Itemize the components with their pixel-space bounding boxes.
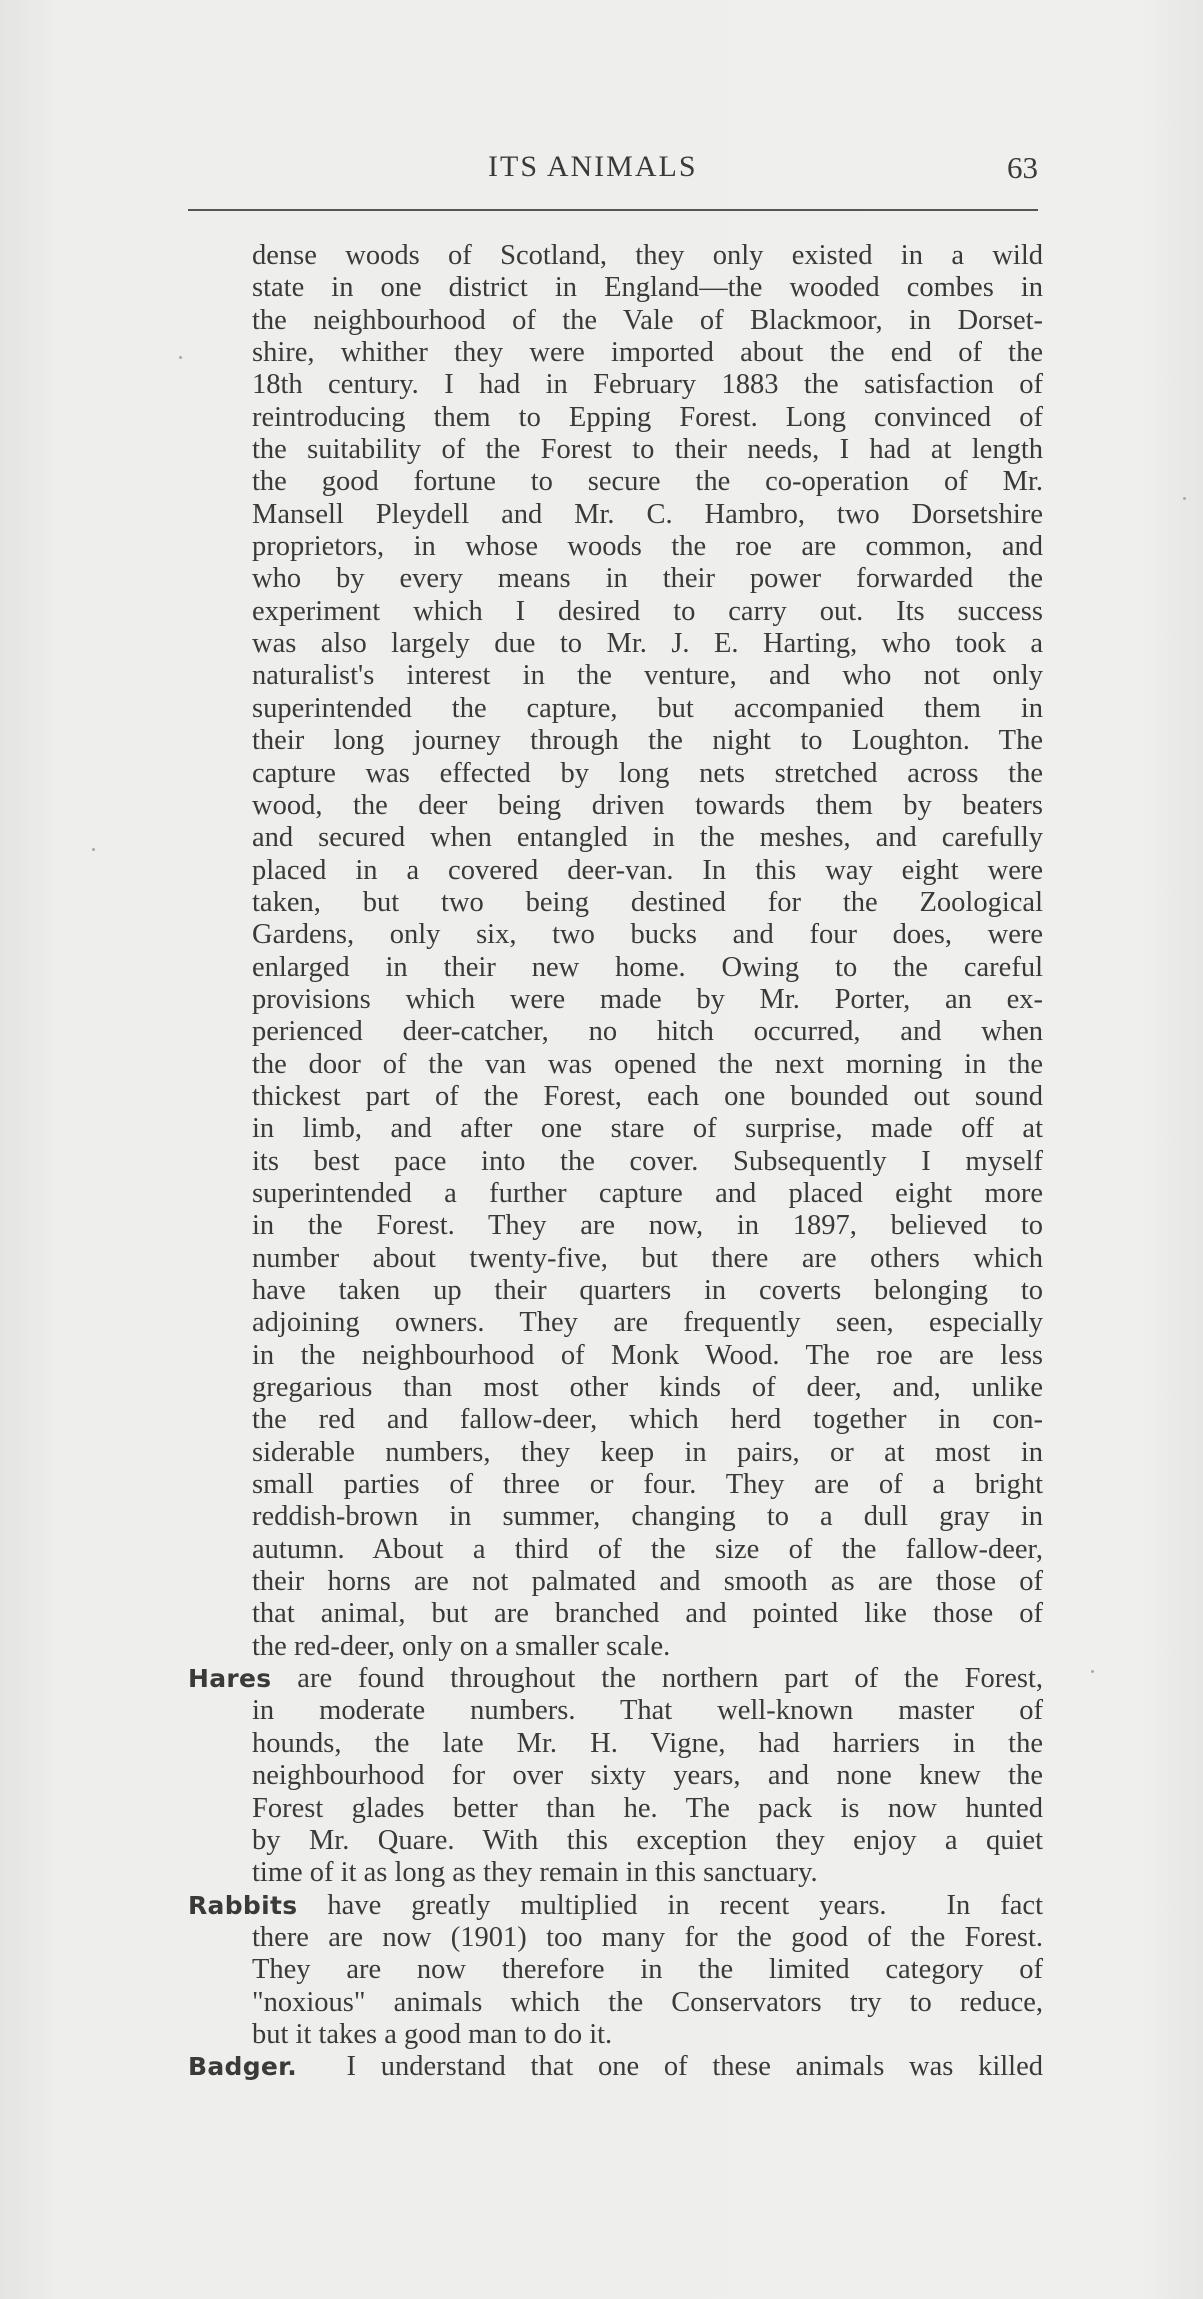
text-line: wood, the deer being driven towards them by beaters <box>252 789 1043 821</box>
text-line: the good fortune to secure the co-operation of Mr. <box>252 466 1043 498</box>
entry-text: have greatly multiplied in recent years. In fact <box>297 1889 1043 1921</box>
text-line: the neighbourhood of the Vale of Blackmoor, in Dorset- <box>252 304 1043 336</box>
entry-first-line <box>188 2051 1043 2083</box>
text-line: gregarious than most other kinds of deer, and, unlike <box>252 1372 1043 1404</box>
text-line: was also largely due to Mr. J. E. Harting, who took a <box>252 628 1043 660</box>
text-line: autumn. About a third of the size of the fallow-deer, <box>252 1533 1043 1565</box>
text-line: proprietors, in whose woods the roe are common, and <box>252 531 1043 563</box>
text-line: their long journey through the night to Loughton. The <box>252 725 1043 757</box>
text-line: placed in a covered deer-van. In this way eight were <box>252 854 1043 886</box>
text-line: number about twenty-five, but there are others which <box>252 1242 1043 1274</box>
text-line: provisions which were made by Mr. Porter, an ex- <box>252 983 1043 1015</box>
text-line: the red-deer, only on a smaller scale. <box>252 1630 671 1662</box>
text-line: but it takes a good man to do it. <box>252 2018 613 2050</box>
header-rule <box>188 209 1038 211</box>
text-line: capture was effected by long nets stretched across the <box>252 757 1043 789</box>
text-line: the red and fallow-deer, which herd together in con- <box>252 1404 1043 1436</box>
paper-speck <box>1091 1670 1094 1673</box>
entry-first-line <box>188 1663 1043 1695</box>
text-line: there are now (1901) too many for the good of the Forest. <box>252 1921 1043 1953</box>
page-number: 63 <box>1007 150 1038 185</box>
text-line: in the Forest. They are now, in 1897, believed to <box>252 1210 1043 1242</box>
text-line: reintroducing them to Epping Forest. Long convinced of <box>252 401 1043 433</box>
text-line: experiment which I desired to carry out. Its success <box>252 595 1043 627</box>
text-line: naturalist's interest in the venture, and who not only <box>252 660 1043 692</box>
roe-deer-paragraph <box>188 240 1043 1663</box>
running-head: ITS ANIMALS <box>488 150 698 183</box>
text-line: its best pace into the cover. Subsequently I myself <box>252 1145 1043 1177</box>
text-line: siderable numbers, they keep in pairs, or at most in <box>252 1436 1043 1468</box>
text-line: Mansell Pleydell and Mr. C. Hambro, two Dorsetshire <box>252 498 1043 530</box>
text-line: Forest glades better than he. The pack is now hunted <box>252 1792 1043 1824</box>
entry-hares <box>188 1663 1043 1889</box>
text-line: have taken up their quarters in coverts belonging to <box>252 1275 1043 1306</box>
entry-label: Hares <box>188 1664 272 1694</box>
text-line: Gardens, only six, two bucks and four does, were <box>252 919 1043 951</box>
text-line: taken, but two being destined for the Zoological <box>252 886 1043 918</box>
text-line: thickest part of the Forest, each one bounded out sound <box>252 1080 1043 1112</box>
text-line: neighbourhood for over sixty years, and none knew the <box>252 1760 1043 1792</box>
entry-text: I understand that one of these animals was killed <box>297 2051 1043 2083</box>
text-line: enlarged in their new home. Owing to the careful <box>252 951 1043 983</box>
text-line: adjoining owners. They are frequently seen, especially <box>252 1307 1043 1339</box>
page-header <box>188 150 1038 194</box>
text-line: the suitability of the Forest to their needs, I had at length <box>252 434 1043 466</box>
text-line: in limb, and after one stare of surprise, made off at <box>252 1113 1043 1145</box>
text-line: time of it as long as they remain in this sanctuary. <box>252 1857 818 1889</box>
text-line: superintended the capture, but accompanied them in <box>252 692 1043 724</box>
text-line: state in one district in England—the wooded combes in <box>252 272 1043 304</box>
animal-entries <box>188 1663 1043 2083</box>
text-line: perienced deer-catcher, no hitch occurred, and when <box>252 1016 1043 1048</box>
text-line: reddish-brown in summer, changing to a dull gray in <box>252 1501 1043 1533</box>
text-line: the door of the van was opened the next morning in the <box>252 1048 1043 1080</box>
paper-speck <box>92 848 95 851</box>
entry-badger <box>188 2051 1043 2083</box>
entry-rabbits <box>188 1890 1043 2052</box>
text-line: small parties of three or four. They are of a bright <box>252 1469 1043 1501</box>
entry-text: are found throughout the northern part of the Forest, <box>271 1663 1043 1695</box>
page-text <box>188 240 1043 2084</box>
entry-label: Rabbits <box>188 1890 298 1920</box>
text-line: and secured when entangled in the meshes, and carefully <box>252 822 1043 854</box>
entry-label: Badger. <box>188 2052 298 2082</box>
text-line: in moderate numbers. That well-known master of <box>252 1695 1043 1727</box>
text-line: by Mr. Quare. With this exception they enjoy a quiet <box>252 1824 1043 1856</box>
paper-speck <box>179 356 182 359</box>
paper-speck <box>1183 497 1186 500</box>
text-line: their horns are not palmated and smooth as are those of <box>252 1566 1043 1598</box>
text-line: dense woods of Scotland, they only existed in a wild <box>252 240 1043 271</box>
text-line: "noxious" animals which the Conservators try to reduce, <box>252 1986 1043 2018</box>
entry-first-line <box>188 1890 1043 1922</box>
text-line: in the neighbourhood of Monk Wood. The roe are less <box>252 1339 1043 1371</box>
text-line: who by every means in their power forwarded the <box>252 563 1043 595</box>
text-line: hounds, the late Mr. H. Vigne, had harriers in the <box>252 1727 1043 1759</box>
text-line: They are now therefore in the limited category of <box>252 1954 1043 1986</box>
text-line: shire, whither they were imported about the end of the <box>252 337 1043 369</box>
text-line: that animal, but are branched and pointed like those of <box>252 1598 1043 1630</box>
text-line: superintended a further capture and placed eight more <box>252 1177 1043 1209</box>
text-line: 18th century. I had in February 1883 the satisfaction of <box>252 369 1043 401</box>
